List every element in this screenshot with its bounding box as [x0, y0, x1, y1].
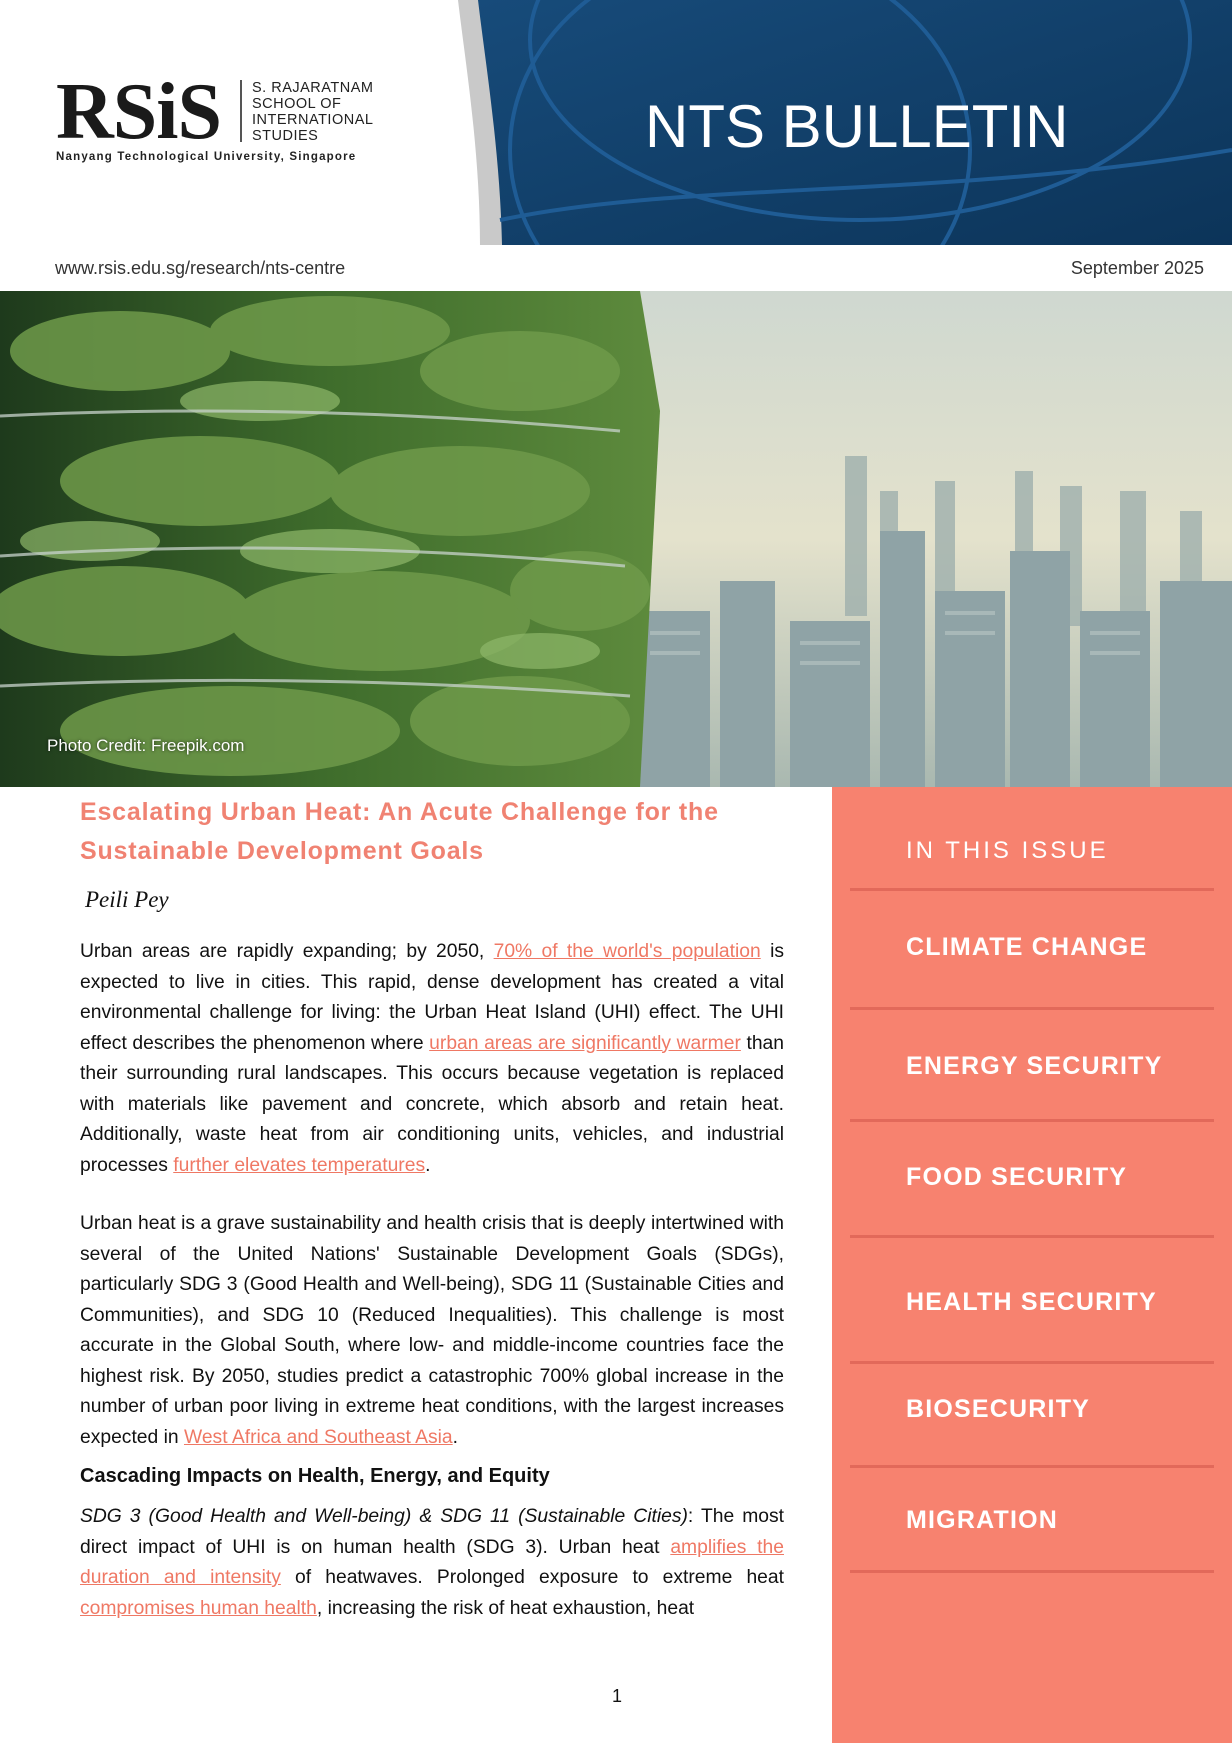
paragraph-text: is expected to live in cities. This rapid, dense development has created a vital environmental challenge for living: the Urban Heat Island (UHI) effect. The UHI effect describes the phenomenon where [80, 941, 784, 1054]
page-number: 1 [612, 1686, 623, 1706]
school-line: SCHOOL OF [252, 96, 342, 112]
school-line: INTERNATIONAL [252, 112, 374, 128]
paragraph-text: . [425, 1154, 431, 1176]
sidebar-divider [850, 1119, 1214, 1122]
article-paragraph-2 [80, 1209, 784, 1453]
sidebar-item-energy-security[interactable]: ENERGY SECURITY [906, 1052, 1163, 1080]
sidebar-divider [850, 1570, 1214, 1573]
paragraph-italic-text: SDG 3 (Good Health and Well-being) & SDG 11 (Sustainable Cities) [80, 1506, 688, 1527]
link-amplifies-duration[interactable]: amplifies the duration and intensity [80, 1536, 784, 1588]
article-paragraph-1 [80, 937, 784, 1181]
rsis-logo-text: RSiS [56, 68, 221, 156]
sidebar-item-migration[interactable]: MIGRATION [906, 1506, 1058, 1534]
page-header [0, 0, 1232, 245]
article-paragraph-3 [80, 1502, 784, 1624]
paragraph-text: : The most direct impact of UHI is on human health (SDG 3). Urban heat [80, 1506, 784, 1558]
hero-illustration [0, 291, 1232, 787]
photo-credit: Photo Credit: Freepik.com [47, 736, 245, 755]
article-title: Escalating Urban Heat: An Acute Challenge for the Sustainable Development Goals [80, 798, 719, 865]
sidebar-item-food-security[interactable]: FOOD SECURITY [906, 1163, 1128, 1191]
sidebar-divider [850, 1361, 1214, 1364]
logo-divider [240, 80, 242, 142]
link-west-africa-southeast-asia[interactable]: West Africa and Southeast Asia [183, 1426, 453, 1448]
paragraph-text: , increasing the risk of heat exhaustion, heat [316, 1597, 695, 1619]
school-line: S. RAJARATNAM [252, 80, 374, 96]
article [80, 793, 784, 1624]
bulletin-title: NTS BULLETIN [645, 93, 1069, 160]
issue-date: September 2025 [1070, 258, 1204, 278]
paragraph-text: Urban areas are rapidly expanding; by 2050, [80, 941, 494, 962]
paragraph-text: . [452, 1426, 459, 1448]
rsis-logo [56, 68, 221, 156]
sidebar-divider [850, 888, 1214, 891]
school-name [252, 80, 412, 144]
website-url[interactable]: www.rsis.edu.sg/research/nts-centre [55, 258, 346, 278]
paragraph-text: Urban heat is a grave sustainability and health crisis that is deeply intertwined with several of the United Nations' Sustainable Development Goals (SDGs), particularly SDG 3 (Good Health and Well-being), SDG 11 (Sustainable Cities and Communities), and SDG 10 (Reduced Inequalities). This challenge is most accurate in the Global South, where low- and middle-income countries face the highest risk. By 2050, studies predict a catastrophic 700% global increase in the number of urban poor living in extreme heat conditions, with the largest increases expected in [80, 1213, 784, 1448]
section-heading: Cascading Impacts on Health, Energy, and Equity [80, 1465, 550, 1487]
paragraph-text: than their surrounding rural landscapes. This occurs because vegetation is replaced with materials like pavement and concrete, which absorb and retain heat. Additionally, waste heat from air conditioning units, vehicles, and industrial processes [80, 1032, 785, 1176]
sidebar-divider [850, 1465, 1214, 1468]
in-this-issue-sidebar [832, 787, 1232, 1743]
paragraph-text: of heatwaves. Prolonged exposure to extreme heat [280, 1567, 784, 1588]
link-urban-areas-warmer[interactable]: urban areas are significantly warmer [429, 1032, 741, 1054]
link-elevates-temperatures[interactable]: further elevates temperatures [173, 1154, 426, 1176]
sidebar-item-biosecurity[interactable]: BIOSECURITY [906, 1395, 1091, 1423]
school-line: STUDIES [252, 128, 319, 144]
article-author: Peili Pey [85, 887, 169, 912]
link-world-population[interactable]: 70% of the world's population [493, 941, 761, 962]
university-name: Nanyang Technological University, Singapore [56, 151, 357, 163]
hero-image [0, 291, 1232, 787]
sidebar-divider [850, 1007, 1214, 1010]
sidebar-item-health-security[interactable]: HEALTH SECURITY [906, 1288, 1157, 1316]
sidebar-item-climate-change[interactable]: CLIMATE CHANGE [906, 933, 1148, 961]
link-compromises-health[interactable]: compromises human health [80, 1597, 317, 1619]
sidebar-divider [850, 1235, 1214, 1238]
sidebar-heading: IN THIS ISSUE [906, 837, 1109, 864]
